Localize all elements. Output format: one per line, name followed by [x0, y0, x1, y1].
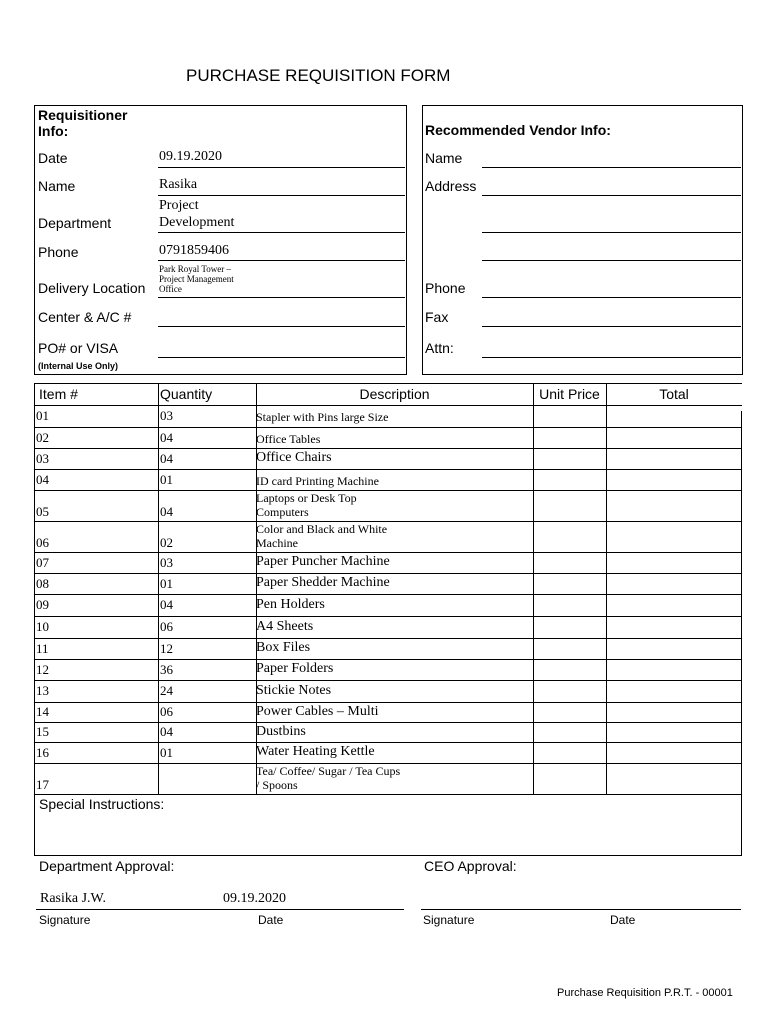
- dept-signature-value[interactable]: Rasika J.W.: [40, 891, 106, 906]
- table-cell-quantity[interactable]: 04: [160, 430, 173, 445]
- table-cell-quantity[interactable]: 04: [160, 504, 173, 519]
- table-cell-total[interactable]: [607, 639, 741, 658]
- delivery-location-label: Delivery Location: [38, 280, 146, 296]
- header-description: Description: [359, 386, 430, 402]
- dept-date-value[interactable]: 09.19.2020: [223, 891, 286, 906]
- table-cell-total[interactable]: [607, 617, 741, 637]
- table-cell-unit-price[interactable]: [534, 522, 605, 551]
- table-cell-item-number[interactable]: 03: [36, 451, 49, 466]
- table-cell-description[interactable]: ID card Printing Machine: [256, 474, 379, 488]
- table-cell-description[interactable]: Paper Folders: [256, 661, 334, 676]
- table-cell-item-number[interactable]: 01: [36, 408, 49, 423]
- footer-reference: Purchase Requisition P.R.T. - 00001: [557, 987, 733, 999]
- vendor-attn-label: Attn:: [425, 340, 454, 356]
- table-cell-unit-price[interactable]: [534, 406, 605, 426]
- table-cell-quantity[interactable]: 12: [160, 641, 173, 656]
- table-cell-description[interactable]: Office Tables: [256, 432, 321, 446]
- table-cell-quantity[interactable]: 01: [160, 745, 173, 760]
- table-cell-total[interactable]: [607, 574, 741, 593]
- table-cell-total[interactable]: [607, 428, 741, 447]
- table-cell-description[interactable]: Dustbins: [256, 724, 306, 739]
- po-visa-label: PO# or VISA: [38, 340, 119, 356]
- table-cell-item-number[interactable]: 04: [36, 472, 49, 487]
- table-cell-description[interactable]: Tea/ Coffee/ Sugar / Tea Cups / Spoons: [256, 764, 401, 792]
- table-cell-item-number[interactable]: 14: [36, 704, 49, 719]
- name-value[interactable]: Rasika: [159, 177, 198, 192]
- table-cell-quantity[interactable]: 03: [160, 408, 173, 423]
- table-cell-unit-price[interactable]: [534, 470, 605, 489]
- table-cell-total[interactable]: [607, 703, 741, 721]
- table-cell-quantity[interactable]: 01: [160, 576, 173, 591]
- table-cell-description[interactable]: Paper Shedder Machine: [256, 575, 390, 590]
- table-cell-item-number[interactable]: 12: [36, 662, 49, 677]
- ceo-approval-label: CEO Approval:: [424, 858, 517, 874]
- ceo-signature-caption: Signature: [423, 913, 475, 927]
- center-ac-label: Center & A/C #: [38, 309, 132, 325]
- table-cell-total[interactable]: [607, 491, 741, 520]
- table-left-border: [34, 383, 35, 794]
- table-header-border: [34, 383, 742, 384]
- table-cell-unit-price[interactable]: [534, 723, 605, 741]
- table-cell-total[interactable]: [607, 681, 741, 701]
- table-cell-item-number[interactable]: 13: [36, 683, 49, 698]
- table-cell-item-number[interactable]: 02: [36, 430, 49, 445]
- header-quantity: Quantity: [160, 386, 213, 402]
- table-cell-total[interactable]: [607, 764, 741, 793]
- table-cell-item-number[interactable]: 15: [36, 724, 49, 739]
- table-cell-description[interactable]: Pen Holders: [256, 597, 325, 612]
- table-cell-item-number[interactable]: 17: [36, 777, 49, 792]
- internal-use-note: (Internal Use Only): [38, 361, 119, 371]
- dept-date-caption: Date: [258, 913, 284, 927]
- table-cell-quantity[interactable]: 04: [160, 724, 173, 739]
- table-cell-description[interactable]: Stapler with Pins large Size: [256, 410, 389, 424]
- special-instructions-label: Special Instructions:: [39, 796, 165, 812]
- requisitioner-heading: Requisitioner Info:: [38, 107, 128, 139]
- table-cell-item-number[interactable]: 05: [36, 504, 49, 519]
- table-cell-unit-price[interactable]: [534, 639, 605, 658]
- table-cell-total[interactable]: [607, 743, 741, 762]
- table-cell-total[interactable]: [607, 406, 741, 426]
- header-item-number: Item #: [39, 386, 78, 402]
- table-cell-quantity[interactable]: 06: [160, 619, 173, 634]
- table-cell-quantity[interactable]: 24: [160, 683, 173, 698]
- table-cell-description[interactable]: Color and Black and White Machine: [256, 522, 388, 550]
- table-cell-total[interactable]: [607, 595, 741, 615]
- table-cell-quantity[interactable]: 03: [160, 555, 173, 570]
- name-label: Name: [38, 178, 76, 194]
- date-label: Date: [38, 150, 68, 166]
- table-cell-unit-price[interactable]: [534, 764, 605, 793]
- table-cell-item-number[interactable]: 08: [36, 576, 49, 591]
- table-cell-unit-price[interactable]: [534, 595, 605, 615]
- table-cell-quantity[interactable]: 36: [160, 662, 173, 677]
- table-cell-unit-price[interactable]: [534, 660, 605, 679]
- ceo-signature-line[interactable]: [421, 909, 741, 910]
- table-cell-description[interactable]: Laptops or Desk Top Computers: [256, 491, 357, 519]
- table-cell-unit-price[interactable]: [534, 743, 605, 762]
- table-cell-total[interactable]: [607, 470, 741, 489]
- vendor-fax-label: Fax: [425, 309, 449, 325]
- phone-label: Phone: [38, 244, 79, 260]
- table-cell-item-number[interactable]: 06: [36, 535, 49, 550]
- department-value[interactable]: Project Development: [159, 198, 235, 230]
- dept-signature-caption: Signature: [39, 913, 91, 927]
- table-column-divider: [158, 383, 159, 794]
- table-cell-unit-price[interactable]: [534, 428, 605, 447]
- table-cell-description[interactable]: Water Heating Kettle: [256, 744, 375, 759]
- table-cell-total[interactable]: [607, 660, 741, 679]
- table-cell-unit-price[interactable]: [534, 574, 605, 593]
- header-unit-price: Unit Price: [539, 386, 600, 402]
- table-cell-quantity[interactable]: 04: [160, 597, 173, 612]
- table-cell-description[interactable]: Box Files: [256, 640, 311, 655]
- table-cell-item-number[interactable]: 10: [36, 619, 49, 634]
- table-cell-item-number[interactable]: 07: [36, 555, 49, 570]
- date-value[interactable]: 09.19.2020: [159, 149, 222, 164]
- table-cell-quantity[interactable]: 06: [160, 704, 173, 719]
- table-cell-item-number[interactable]: 16: [36, 745, 49, 760]
- table-cell-unit-price[interactable]: [534, 449, 605, 468]
- vendor-phone-label: Phone: [425, 280, 466, 296]
- table-cell-item-number[interactable]: 09: [36, 597, 49, 612]
- header-total: Total: [659, 386, 689, 402]
- delivery-location-value[interactable]: Park Royal Tower – Project Management Office: [159, 264, 234, 294]
- table-cell-unit-price[interactable]: [534, 491, 605, 520]
- vendor-address-label: Address: [425, 178, 477, 194]
- department-approval-label: Department Approval:: [39, 858, 175, 874]
- table-cell-description[interactable]: Power Cables – Multi: [256, 704, 379, 719]
- form-title: PURCHASE REQUISITION FORM: [186, 66, 451, 85]
- phone-value[interactable]: 0791859406: [159, 243, 229, 258]
- table-cell-description[interactable]: Paper Puncher Machine: [256, 554, 390, 569]
- table-cell-total[interactable]: [607, 723, 741, 741]
- vendor-name-label: Name: [425, 150, 463, 166]
- ceo-date-caption: Date: [610, 913, 636, 927]
- table-cell-unit-price[interactable]: [534, 681, 605, 701]
- table-cell-unit-price[interactable]: [534, 617, 605, 637]
- table-cell-description[interactable]: Office Chairs: [256, 450, 332, 465]
- department-label: Department: [38, 215, 112, 231]
- table-cell-total[interactable]: [607, 449, 741, 468]
- table-cell-quantity[interactable]: 01: [160, 472, 173, 487]
- table-cell-item-number[interactable]: 11: [36, 641, 49, 656]
- table-cell-description[interactable]: A4 Sheets: [256, 619, 314, 634]
- table-cell-description[interactable]: Stickie Notes: [256, 683, 332, 698]
- table-cell-total[interactable]: [607, 522, 741, 551]
- table-cell-quantity[interactable]: 02: [160, 535, 173, 550]
- table-cell-quantity[interactable]: 04: [160, 451, 173, 466]
- vendor-heading: Recommended Vendor Info:: [425, 122, 611, 138]
- table-cell-total[interactable]: [607, 553, 741, 572]
- table-cell-unit-price[interactable]: [534, 703, 605, 721]
- dept-signature-line: [36, 909, 404, 910]
- table-cell-unit-price[interactable]: [534, 553, 605, 572]
